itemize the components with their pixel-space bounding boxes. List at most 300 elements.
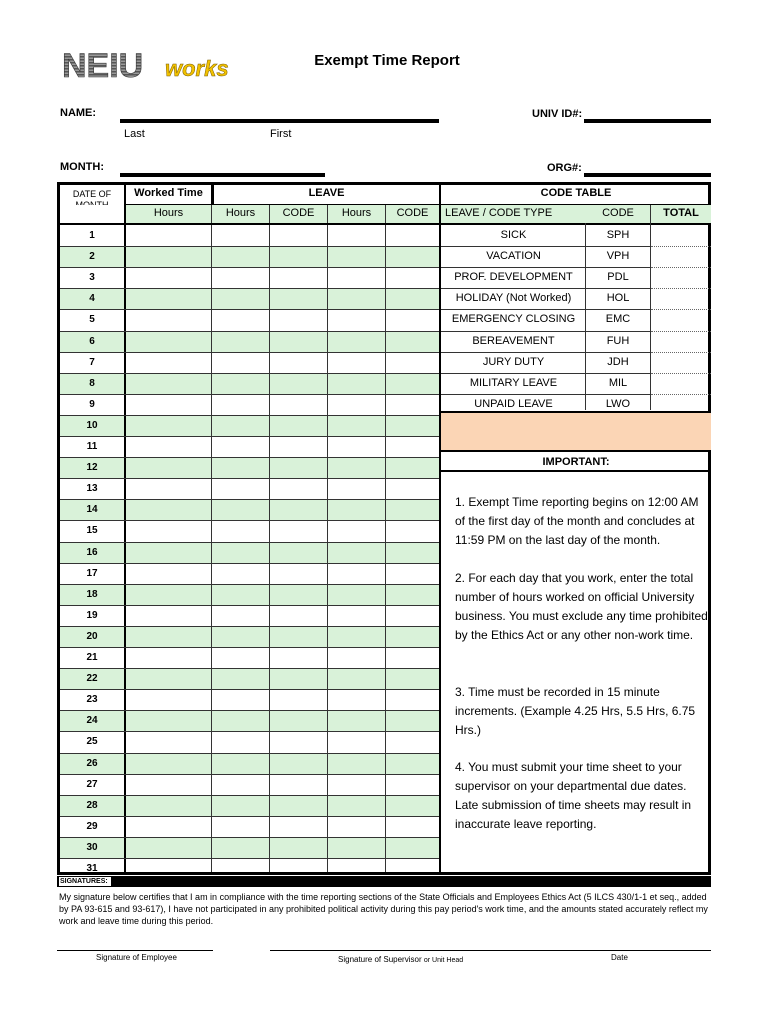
worked-hours-cell[interactable]	[126, 267, 211, 288]
leave-code-2-cell[interactable]	[386, 774, 439, 795]
worked-hours-cell[interactable]	[126, 753, 211, 774]
leave-hours-1-cell[interactable]	[212, 753, 269, 774]
row-divider	[60, 331, 439, 332]
code-row-divider	[441, 267, 650, 268]
worked-hours-cell[interactable]	[126, 499, 211, 520]
worked-hours-cell[interactable]	[126, 689, 211, 710]
leave-type-name: PROF. DEVELOPMENT	[454, 271, 573, 284]
signatures-label: SIGNATURES:	[59, 877, 111, 886]
leave-code-2-cell[interactable]	[386, 225, 439, 246]
leave-hours-1-cell[interactable]	[212, 415, 269, 436]
leave-hours-2-cell[interactable]	[328, 584, 385, 605]
row-divider	[60, 436, 439, 437]
code-table-row	[441, 246, 711, 267]
leave-code-2-cell[interactable]	[386, 520, 439, 541]
worked-hours-cell[interactable]	[126, 605, 211, 626]
day-number: 10	[86, 419, 98, 431]
day-number: 23	[86, 694, 98, 706]
leave-code-header-1: CODE	[270, 205, 327, 223]
day-number: 19	[86, 609, 98, 621]
leave-total-cell[interactable]	[651, 267, 711, 288]
date-label: Date	[611, 953, 628, 962]
signature-bar	[57, 876, 711, 887]
leave-code-1-cell[interactable]	[270, 584, 327, 605]
leave-total-cell[interactable]	[651, 225, 711, 246]
leave-total-cell[interactable]	[651, 288, 711, 309]
leave-hours-1-cell[interactable]	[212, 520, 269, 541]
page-title: Exempt Time Report	[314, 52, 460, 69]
leave-hours-1-cell[interactable]	[212, 774, 269, 795]
leave-code-2-cell[interactable]	[386, 246, 439, 267]
leave-hours-2-cell[interactable]	[328, 710, 385, 731]
leave-code-2-cell[interactable]	[386, 584, 439, 605]
worked-hours-cell[interactable]	[126, 584, 211, 605]
leave-type-name: UNPAID LEAVE	[474, 397, 553, 410]
worked-hours-cell[interactable]	[126, 520, 211, 541]
last-name-label: Last	[124, 128, 145, 140]
code-row-divider	[441, 331, 650, 332]
code-col-divider	[585, 223, 586, 410]
logo-text-works: works	[165, 56, 229, 81]
leave-type-code: VPH	[606, 250, 630, 263]
day-number: 8	[89, 377, 95, 389]
total-row-divider	[651, 309, 711, 310]
leave-code-2-cell[interactable]	[386, 415, 439, 436]
leave-hours-1-cell[interactable]	[212, 795, 269, 816]
leave-code-2-cell[interactable]	[386, 668, 439, 689]
leave-hours-2-cell[interactable]	[328, 731, 385, 752]
name-label: NAME:	[60, 107, 97, 119]
leave-code-1-cell[interactable]	[270, 731, 327, 752]
worked-hours-cell[interactable]	[126, 795, 211, 816]
leave-hours-2-cell[interactable]	[328, 246, 385, 267]
leave-code-1-cell[interactable]	[270, 710, 327, 731]
code-row-divider	[441, 246, 650, 247]
leave-code-1-cell[interactable]	[270, 668, 327, 689]
leave-code-1-cell[interactable]	[270, 689, 327, 710]
important-note-3: 3. Time must be recorded in 15 minute increments. (Example 4.25 Hrs, 5.5 Hrs, 6.75 Hrs.)	[455, 685, 696, 737]
leave-hours-2-cell[interactable]	[328, 499, 385, 520]
leave-code-1-cell[interactable]	[270, 394, 327, 415]
day-number: 14	[86, 504, 98, 516]
leave-code-2-cell[interactable]	[386, 710, 439, 731]
day-number: 28	[86, 799, 98, 811]
row-divider	[60, 584, 439, 585]
day-number: 17	[86, 567, 98, 579]
leave-code-1-cell[interactable]	[270, 795, 327, 816]
time-report-table	[57, 182, 711, 875]
leave-code-1-cell[interactable]	[270, 605, 327, 626]
leave-code-1-cell[interactable]	[270, 626, 327, 647]
day-number: 4	[89, 293, 95, 305]
peach-box	[441, 411, 711, 452]
total-row-divider	[651, 288, 711, 289]
row-divider	[60, 499, 439, 500]
leave-hours-2-cell[interactable]	[328, 520, 385, 541]
day-number: 31	[86, 863, 98, 874]
leave-code-1-cell[interactable]	[270, 331, 327, 352]
leave-hours-2-cell[interactable]	[328, 689, 385, 710]
important-heading: IMPORTANT:	[441, 452, 711, 472]
row-divider	[60, 795, 439, 796]
leave-hours-2-cell[interactable]	[328, 415, 385, 436]
leave-hours-1-cell[interactable]	[212, 837, 269, 858]
code-table-header: CODE TABLE	[540, 187, 612, 199]
row-divider	[60, 816, 439, 817]
logo-text-neiu: NEIU	[62, 47, 144, 81]
leave-code-1-cell[interactable]	[270, 499, 327, 520]
worked-hours-cell[interactable]	[126, 288, 211, 309]
day-number: 29	[86, 820, 98, 832]
leave-code-1-cell[interactable]	[270, 415, 327, 436]
leave-code-header-2: CODE	[386, 205, 439, 223]
leave-code-2-cell[interactable]	[386, 309, 439, 330]
leave-hours-header-2: Hours	[328, 205, 385, 223]
leave-hours-1-cell[interactable]	[212, 605, 269, 626]
worked-hours-cell[interactable]	[126, 415, 211, 436]
employee-signature-label: Signature of Employee	[96, 953, 177, 962]
worked-hours-cell[interactable]	[126, 563, 211, 584]
leave-hours-1-cell[interactable]	[212, 563, 269, 584]
day-number: 27	[86, 778, 98, 790]
day-number: 30	[86, 841, 98, 853]
row-divider	[60, 415, 439, 416]
leave-code-2-cell[interactable]	[386, 542, 439, 563]
leave-code-2-cell[interactable]	[386, 352, 439, 373]
leave-code-1-cell[interactable]	[270, 267, 327, 288]
leave-code-2-cell[interactable]	[386, 499, 439, 520]
leave-hours-2-cell[interactable]	[328, 457, 385, 478]
leave-hours-2-cell[interactable]	[328, 436, 385, 457]
leave-hours-2-cell[interactable]	[328, 837, 385, 858]
leave-code-1-cell[interactable]	[270, 542, 327, 563]
total-row-divider	[651, 394, 711, 395]
leave-type-code: LWO	[605, 397, 631, 410]
leave-hours-1-cell[interactable]	[212, 647, 269, 668]
leave-hours-1-cell[interactable]	[212, 478, 269, 499]
row-divider	[60, 689, 439, 690]
leave-type-code: FUH	[606, 334, 630, 347]
leave-code-1-cell[interactable]	[270, 520, 327, 541]
leave-total-cell[interactable]	[651, 331, 711, 352]
row-divider	[60, 309, 439, 310]
code-table-row	[441, 225, 711, 246]
leave-hours-2-cell[interactable]	[328, 542, 385, 563]
leave-code-1-cell[interactable]	[270, 352, 327, 373]
leave-code-2-cell[interactable]	[386, 267, 439, 288]
leave-type-name: BEREAVEMENT	[472, 334, 555, 347]
day-number: 16	[86, 546, 98, 558]
leave-hours-1-cell[interactable]	[212, 373, 269, 394]
leave-type-code: PDL	[607, 271, 629, 284]
leave-code-1-cell[interactable]	[270, 288, 327, 309]
leave-code-1-cell[interactable]	[270, 563, 327, 584]
day-number: 18	[86, 588, 98, 600]
leave-code-1-cell[interactable]	[270, 816, 327, 837]
employee-signature-line[interactable]	[57, 950, 213, 951]
univ-id-label: UNIV ID#:	[532, 108, 583, 120]
total-row-divider	[651, 373, 711, 374]
leave-code-2-cell[interactable]	[386, 795, 439, 816]
leave-code-2-cell[interactable]	[386, 563, 439, 584]
row-divider	[60, 710, 439, 711]
leave-type-name: MILITARY LEAVE	[469, 376, 558, 389]
leave-hours-2-cell[interactable]	[328, 668, 385, 689]
worked-hours-cell[interactable]	[126, 352, 211, 373]
leave-code-1-cell[interactable]	[270, 246, 327, 267]
row-divider	[60, 774, 439, 775]
day-number: 2	[89, 251, 95, 263]
code-row-divider	[441, 352, 650, 353]
leave-code-2-cell[interactable]	[386, 753, 439, 774]
leave-hours-2-cell[interactable]	[328, 373, 385, 394]
leave-hours-1-cell[interactable]	[212, 288, 269, 309]
worked-hours-cell[interactable]	[126, 457, 211, 478]
leave-code-2-cell[interactable]	[386, 837, 439, 858]
name-field[interactable]	[120, 119, 439, 123]
total-row-divider	[651, 246, 711, 247]
leave-hours-2-cell[interactable]	[328, 352, 385, 373]
worked-hours-header: Hours	[126, 205, 211, 223]
leave-type-code: HOL	[606, 292, 630, 305]
leave-hours-2-cell[interactable]	[328, 309, 385, 330]
day-number: 11	[86, 441, 98, 452]
leave-code-2-cell[interactable]	[386, 436, 439, 457]
leave-code-1-cell[interactable]	[270, 373, 327, 394]
row-divider	[60, 731, 439, 732]
worked-hours-cell[interactable]	[126, 309, 211, 330]
worked-hours-cell[interactable]	[126, 668, 211, 689]
day-number: 22	[86, 673, 98, 685]
leave-total-cell[interactable]	[651, 352, 711, 373]
leave-hours-1-cell[interactable]	[212, 710, 269, 731]
leave-hours-1-cell[interactable]	[212, 352, 269, 373]
leave-hours-1-cell[interactable]	[212, 309, 269, 330]
leave-hours-1-cell[interactable]	[212, 668, 269, 689]
worked-hours-cell[interactable]	[126, 647, 211, 668]
row-divider	[60, 858, 439, 859]
leave-code-2-cell[interactable]	[386, 478, 439, 499]
leave-type-name: VACATION	[486, 250, 541, 263]
worked-hours-cell[interactable]	[126, 542, 211, 563]
leave-code-2-cell[interactable]	[386, 731, 439, 752]
leave-hours-header-1: Hours	[212, 205, 269, 223]
leave-hours-2-cell[interactable]	[328, 753, 385, 774]
leave-hours-2-cell[interactable]	[328, 478, 385, 499]
row-divider	[60, 246, 439, 247]
leave-hours-2-cell[interactable]	[328, 331, 385, 352]
row-divider	[60, 753, 439, 754]
leave-total-cell[interactable]	[651, 373, 711, 394]
row-divider	[60, 605, 439, 606]
leave-code-1-cell[interactable]	[270, 436, 327, 457]
day-number: 20	[86, 630, 98, 642]
leave-code-2-cell[interactable]	[386, 457, 439, 478]
worked-hours-cell[interactable]	[126, 837, 211, 858]
leave-type-code: JDH	[607, 355, 629, 368]
code-row-divider	[441, 394, 650, 395]
worked-hours-cell[interactable]	[126, 331, 211, 352]
day-number: 25	[86, 736, 98, 748]
worked-hours-cell[interactable]	[126, 394, 211, 415]
leave-hours-1-cell[interactable]	[212, 331, 269, 352]
row-divider	[60, 520, 439, 521]
leave-code-2-cell[interactable]	[386, 373, 439, 394]
leave-hours-2-cell[interactable]	[328, 647, 385, 668]
code-table-row	[441, 267, 711, 288]
leave-type-code: EMC	[605, 313, 631, 326]
important-note-1: 1. Exempt Time reporting begins on 12:00 AM of the first day of the month and concludes at 11:59 PM on the last day of the month.	[455, 495, 699, 547]
leave-code-1-cell[interactable]	[270, 774, 327, 795]
important-note-4: 4. You must submit your time sheet to your supervisor on your departmental due dates. Late submission of time sheets may result in inaccurate leave reporting.	[455, 760, 692, 831]
org-field[interactable]	[584, 173, 711, 177]
total-row-divider	[651, 331, 711, 332]
leave-code-1-cell[interactable]	[270, 478, 327, 499]
day-number: 7	[89, 356, 95, 368]
day-number: 13	[86, 483, 98, 495]
leave-code-2-cell[interactable]	[386, 331, 439, 352]
leave-type-name: JURY DUTY	[482, 355, 545, 368]
day-number: 24	[86, 715, 98, 727]
code-table-row	[441, 331, 711, 352]
leave-hours-1-cell[interactable]	[212, 626, 269, 647]
leave-code-2-cell[interactable]	[386, 816, 439, 837]
month-field[interactable]	[120, 173, 325, 177]
leave-total-cell[interactable]	[651, 246, 711, 267]
worked-hours-cell[interactable]	[126, 710, 211, 731]
total-row-divider	[651, 352, 711, 353]
total-row-divider	[651, 267, 711, 268]
code-row-divider	[441, 373, 650, 374]
leave-code-1-cell[interactable]	[270, 753, 327, 774]
worked-hours-cell[interactable]	[126, 816, 211, 837]
worked-hours-cell[interactable]	[126, 731, 211, 752]
code-row-divider	[441, 288, 650, 289]
leave-type-code: SPH	[606, 229, 630, 241]
worked-hours-cell[interactable]	[126, 373, 211, 394]
leave-code-type-header: LEAVE / CODE TYPE	[441, 205, 586, 223]
leave-code-1-cell[interactable]	[270, 309, 327, 330]
certification-text: My signature below certifies that I am in compliance with the time reporting sections of the State Officials and Employees Ethics Act (5 ILCS 430/1-1 et seq., added by PA 93-615 and 93-617), I have not participated in any prohibited political activity during this pay period's work time, and the amounts stated accurately reflect my work and leave time during this period.	[59, 892, 708, 926]
month-label: MONTH:	[60, 161, 104, 173]
row-divider	[60, 457, 439, 458]
leave-hours-1-cell[interactable]	[212, 584, 269, 605]
leave-type-name: SICK	[500, 229, 527, 241]
leave-hours-2-cell[interactable]	[328, 795, 385, 816]
leave-hours-2-cell[interactable]	[328, 288, 385, 309]
row-divider	[60, 837, 439, 838]
date-of-month-header: DATE OF	[72, 189, 112, 199]
leave-total-cell[interactable]	[651, 309, 711, 330]
code-col-divider	[650, 205, 651, 410]
worked-hours-cell[interactable]	[126, 774, 211, 795]
row-divider	[60, 267, 439, 268]
leave-header: LEAVE	[308, 187, 345, 199]
code-table-row	[441, 288, 711, 309]
day-number: 21	[86, 652, 98, 663]
leave-hours-1-cell[interactable]	[212, 436, 269, 457]
leave-hours-1-cell[interactable]	[212, 731, 269, 752]
leave-hours-2-cell[interactable]	[328, 816, 385, 837]
worked-hours-cell[interactable]	[126, 478, 211, 499]
total-header: TOTAL	[651, 205, 711, 223]
leave-hours-1-cell[interactable]	[212, 689, 269, 710]
leave-code-1-cell[interactable]	[270, 225, 327, 246]
day-number: 3	[89, 272, 95, 284]
leave-hours-2-cell[interactable]	[328, 626, 385, 647]
row-divider	[60, 288, 439, 289]
leave-hours-1-cell[interactable]	[212, 499, 269, 520]
leave-code-2-cell[interactable]	[386, 605, 439, 626]
row-divider	[60, 373, 439, 374]
leave-hours-2-cell[interactable]	[328, 774, 385, 795]
leave-code-1-cell[interactable]	[270, 837, 327, 858]
leave-code-2-cell[interactable]	[386, 394, 439, 415]
leave-code-2-cell[interactable]	[386, 288, 439, 309]
day-number: 1	[89, 230, 95, 241]
org-label: ORG#:	[547, 162, 582, 174]
row-divider	[60, 478, 439, 479]
leave-code-2-cell[interactable]	[386, 626, 439, 647]
worked-hours-cell[interactable]	[126, 626, 211, 647]
leave-type-code: MIL	[608, 376, 628, 389]
code-row-divider	[441, 309, 650, 310]
row-divider	[60, 394, 439, 395]
day-number: 15	[86, 525, 98, 537]
code-table-row	[441, 352, 711, 373]
day-number: 26	[86, 757, 98, 769]
row-divider	[60, 626, 439, 627]
leave-type-name: HOLIDAY (Not Worked)	[455, 292, 572, 305]
univ-id-field[interactable]	[584, 119, 711, 123]
code-column-header: CODE	[586, 205, 650, 223]
leave-code-1-cell[interactable]	[270, 647, 327, 668]
leave-code-2-cell[interactable]	[386, 647, 439, 668]
code-table-row	[441, 309, 711, 330]
worked-hours-cell[interactable]	[126, 436, 211, 457]
leave-code-1-cell[interactable]	[270, 457, 327, 478]
leave-hours-1-cell[interactable]	[212, 246, 269, 267]
day-number: 9	[89, 398, 95, 410]
leave-type-name: EMERGENCY CLOSING	[451, 313, 576, 326]
day-number: 6	[89, 335, 95, 347]
important-note-2: 2. For each day that you work, enter the total number of hours worked on official University business. You must exclude any time prohibited by the Ethics Act or any other non-work time.	[455, 571, 708, 642]
leave-hours-2-cell[interactable]	[328, 563, 385, 584]
leave-hours-2-cell[interactable]	[328, 267, 385, 288]
leave-hours-2-cell[interactable]	[328, 225, 385, 246]
day-number: 5	[89, 314, 95, 326]
leave-code-2-cell[interactable]	[386, 689, 439, 710]
leave-hours-1-cell[interactable]	[212, 816, 269, 837]
leave-hours-1-cell[interactable]	[212, 267, 269, 288]
leave-hours-1-cell[interactable]	[212, 542, 269, 563]
row-divider	[60, 563, 439, 564]
supervisor-signature-line[interactable]	[270, 950, 711, 951]
leave-hours-2-cell[interactable]	[328, 394, 385, 415]
first-name-label: First	[270, 128, 292, 140]
row-divider	[60, 542, 439, 543]
leave-hours-2-cell[interactable]	[328, 605, 385, 626]
leave-hours-1-cell[interactable]	[212, 457, 269, 478]
worked-hours-cell[interactable]	[126, 225, 211, 246]
leave-hours-1-cell[interactable]	[212, 394, 269, 415]
day-number: 12	[86, 462, 98, 474]
code-table-row	[441, 373, 711, 394]
leave-hours-1-cell[interactable]	[212, 225, 269, 246]
row-divider	[60, 352, 439, 353]
worked-hours-cell[interactable]	[126, 246, 211, 267]
row-divider	[60, 668, 439, 669]
